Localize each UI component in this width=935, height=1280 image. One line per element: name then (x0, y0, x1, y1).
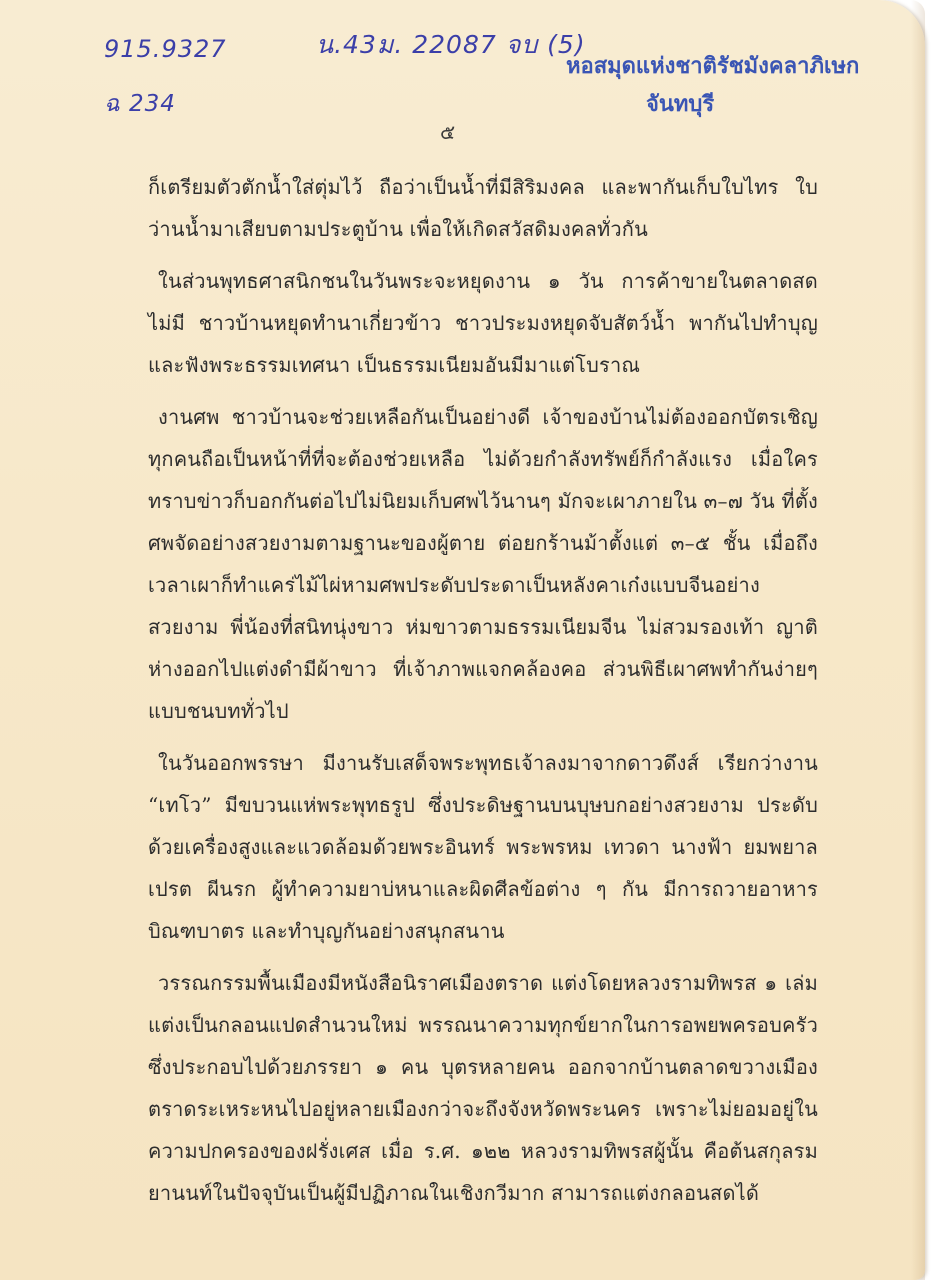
handwritten-catalog-number: น.43ม. 22087 จบ (5) (316, 30, 586, 59)
paragraph-4: ในวันออกพรรษา มีงานรับเสด็จพระพุทธเจ้าลงมาจากดาวดึงส์ เรียกว่างาน “เทโว” มีขบวนแห่พระพุทธรูป ซึ่งประดิษฐานบนบุษบกอย่างสวยงาม ประดับด้วยเครื่องสูงและแวดล้อมด้วยพระอินทร์ พระพรหม เทวดา นางฟ้า ยมพยาล เปรต ผีนรก ผู้ทำความยาบ่หนาและผิดศีลข้อต่าง ๆ กัน มีการถวายอาหารบิณฑบาตร และทำบุญกันอย่างสนุกสนาน (148, 751, 818, 943)
paragraph-5: วรรณกรรมพื้นเมืองมีหนังสือนิราศเมืองตราด แต่งโดยหลวงรามทิพรส ๑ เล่ม แต่งเป็นกลอนแปดสำนวนใหม่ พรรณนาความทุกข์ยากในการอพยพครอบครัว ซึ่งประกอบไปด้วยภรรยา ๑ คน บุตรหลายคน ออกจากบ้านตลาดขวางเมืองตราดระเหระหนไปอยู่หลายเมืองกว่าจะถึงจังหวัดพระนคร เพราะไม่ยอมอยู่ในความปกครองของฝรั่งเศส เมื่อ ร.ศ. ๑๒๒ หลวงรามทิพรสผู้นั้น คือต้นสกุลรมยานนท์ในปัจจุบันเป็นผู้มีปฏิภาณในเชิงกวีมาก สามารถแต่งกลอนสดได้ (148, 971, 818, 1205)
handwritten-copy-mark: ฉ 234 (104, 91, 176, 117)
body-text (148, 166, 818, 1214)
paragraph-1: ก็เตรียมตัวตักน้ำใส่ตุ่มไว้ ถือว่าเป็นน้ำที่มีสิริมงคล และพากันเก็บใบไทร ใบว่านน้ำมาเสียบตามประตูบ้าน เพื่อให้เกิดสวัสดิมงคลทั่วกัน (148, 175, 818, 241)
handwritten-call-number: 915.9327 (104, 35, 227, 63)
paragraph-3: งานศพ ชาวบ้านจะช่วยเหลือกันเป็นอย่างดี เจ้าของบ้านไม่ต้องออกบัตรเชิญ ทุกคนถือเป็นหน้าที่ที่จะต้องช่วยเหลือ ไม่ด้วยกำลังทรัพย์ก็กำลังแรง เมื่อใครทราบข่าวก็บอกกันต่อไปไม่นิยมเก็บศพไว้นานๆ มักจะเผาภายใน ๓–๗ วัน ที่ตั้งศพจัดอย่างสวยงามตามฐานะของผู้ตาย ต่อยกร้านม้าตั้งแต่ ๓–๕ ชั้น เมื่อถึงเวลาเผาก็ทำแคร่ไม้ไผ่หามศพประดับประดาเป็นหลังคาเก๋งแบบจีนอย่างสวยงาม พี่น้องที่สนิทนุ่งขาว ห่มขาวตามธรรมเนียมจีน ไม่สวมรองเท้า ญาติห่างออกไปแต่งดำมีผ้าขาว ที่เจ้าภาพแจกคล้องคอ ส่วนพิธีเผาศพทำกันง่ายๆ แบบชนบททั่วไป (148, 405, 818, 723)
library-stamp-line2: จันทบุรี (646, 92, 715, 117)
page-edge-shadow (911, 0, 925, 1280)
paragraph-2: ในส่วนพุทธศาสนิกชนในวันพระจะหยุดงาน ๑ วัน การค้าขายในตลาดสดไม่มี ชาวบ้านหยุดทำนาเกี่ยวข้าว ชาวประมงหยุดจับสัตว์น้ำ พากันไปทำบุญและฟังพระธรรมเทศนา เป็นธรรมเนียมอันมีมาแต่โบราณ (148, 269, 818, 377)
library-stamp-line1: หอสมุดแห่งชาติรัชมังคลาภิเษก (566, 54, 860, 79)
page-number: ๕ (440, 120, 456, 144)
